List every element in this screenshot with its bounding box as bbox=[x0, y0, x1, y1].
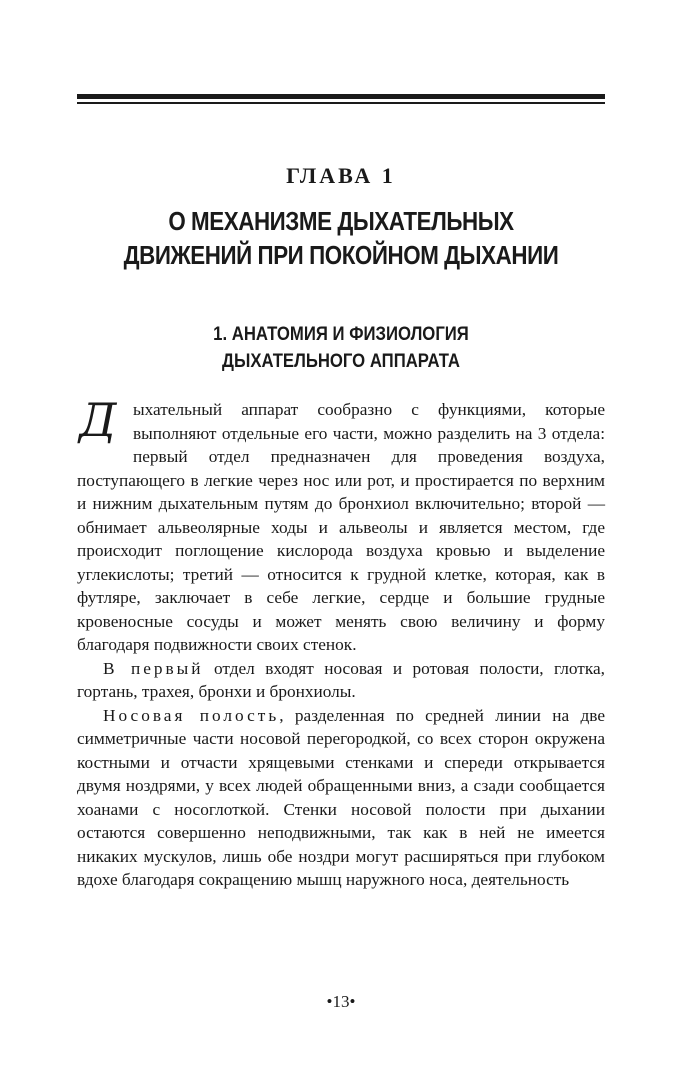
paragraph-2-emphasis: В первый bbox=[103, 658, 204, 678]
page-number: •13• bbox=[326, 992, 356, 1011]
header-rule-thick bbox=[77, 94, 605, 99]
section-title bbox=[109, 321, 574, 375]
header-rule-thin bbox=[77, 102, 605, 104]
chapter-label: ГЛАВА 1 bbox=[286, 163, 396, 188]
section-title-line-2: ДЫХАТЕЛЬНОГО АППАРАТА bbox=[222, 351, 460, 372]
chapter-title-line-2: ДВИЖЕНИЙ ПРИ ПОКОЙНОМ ДЫХАНИИ bbox=[123, 240, 559, 270]
section-title-line-1: 1. АНАТОМИЯ И ФИЗИОЛОГИЯ bbox=[213, 324, 469, 345]
drop-cap: Д bbox=[79, 393, 117, 447]
paragraph-2 bbox=[77, 657, 605, 704]
body-text bbox=[77, 393, 605, 892]
paragraph-1 bbox=[77, 393, 605, 657]
paragraph-3 bbox=[77, 704, 605, 892]
chapter-title-line-1: О МЕХАНИЗМЕ ДЫХАТЕЛЬНЫХ bbox=[168, 206, 514, 236]
paragraph-1-text: ыхательный аппарат сообразно с функциями, которые выполняют отдельные его части, можно разделить на 3 отдела: первый отдел предназначен для проведения воздуха, поступающего в легкие через нос или рот, и простирается по верхним и нижним дыхательным путям до бронхиол включительно; второй — обнимает альвеолярные ходы и альвеолы и является местом, где происходит поглощение кислорода воздуха кровью и выделение углекислоты; третий — относится к грудной клетке, которая, как в футляре, заключает в себе легкие, сердце и большие грудные кровеносные сосуды и может менять свою величину и форму благодаря подвижности своих стенок. bbox=[77, 400, 605, 654]
chapter-title bbox=[99, 204, 582, 272]
paragraph-3-text: , разделенная по средней линии на две симметричные части носовой перегородкой, со всех сторон окружена костными и отчасти хрящевыми стенками и спереди открывается двумя ноздрями, у всех людей обращенными вниз, а сзади сообщается хоанами с носоглоткой. Стенки носовой полости при дыхании остаются совершенно неподвижными, так как в ней не имеется никаких мускулов, лишь обе ноздри могут расширяться при глубоком вдохе благодаря сокращению мышц наружного носа, деятельность bbox=[77, 705, 605, 889]
paragraph-3-emphasis: Носовая полость bbox=[103, 705, 280, 725]
paragraph-2-text: отдел входят носовая и ротовая полости, глотка, гортань, трахея, бронхи и бронхиолы. bbox=[77, 658, 605, 701]
